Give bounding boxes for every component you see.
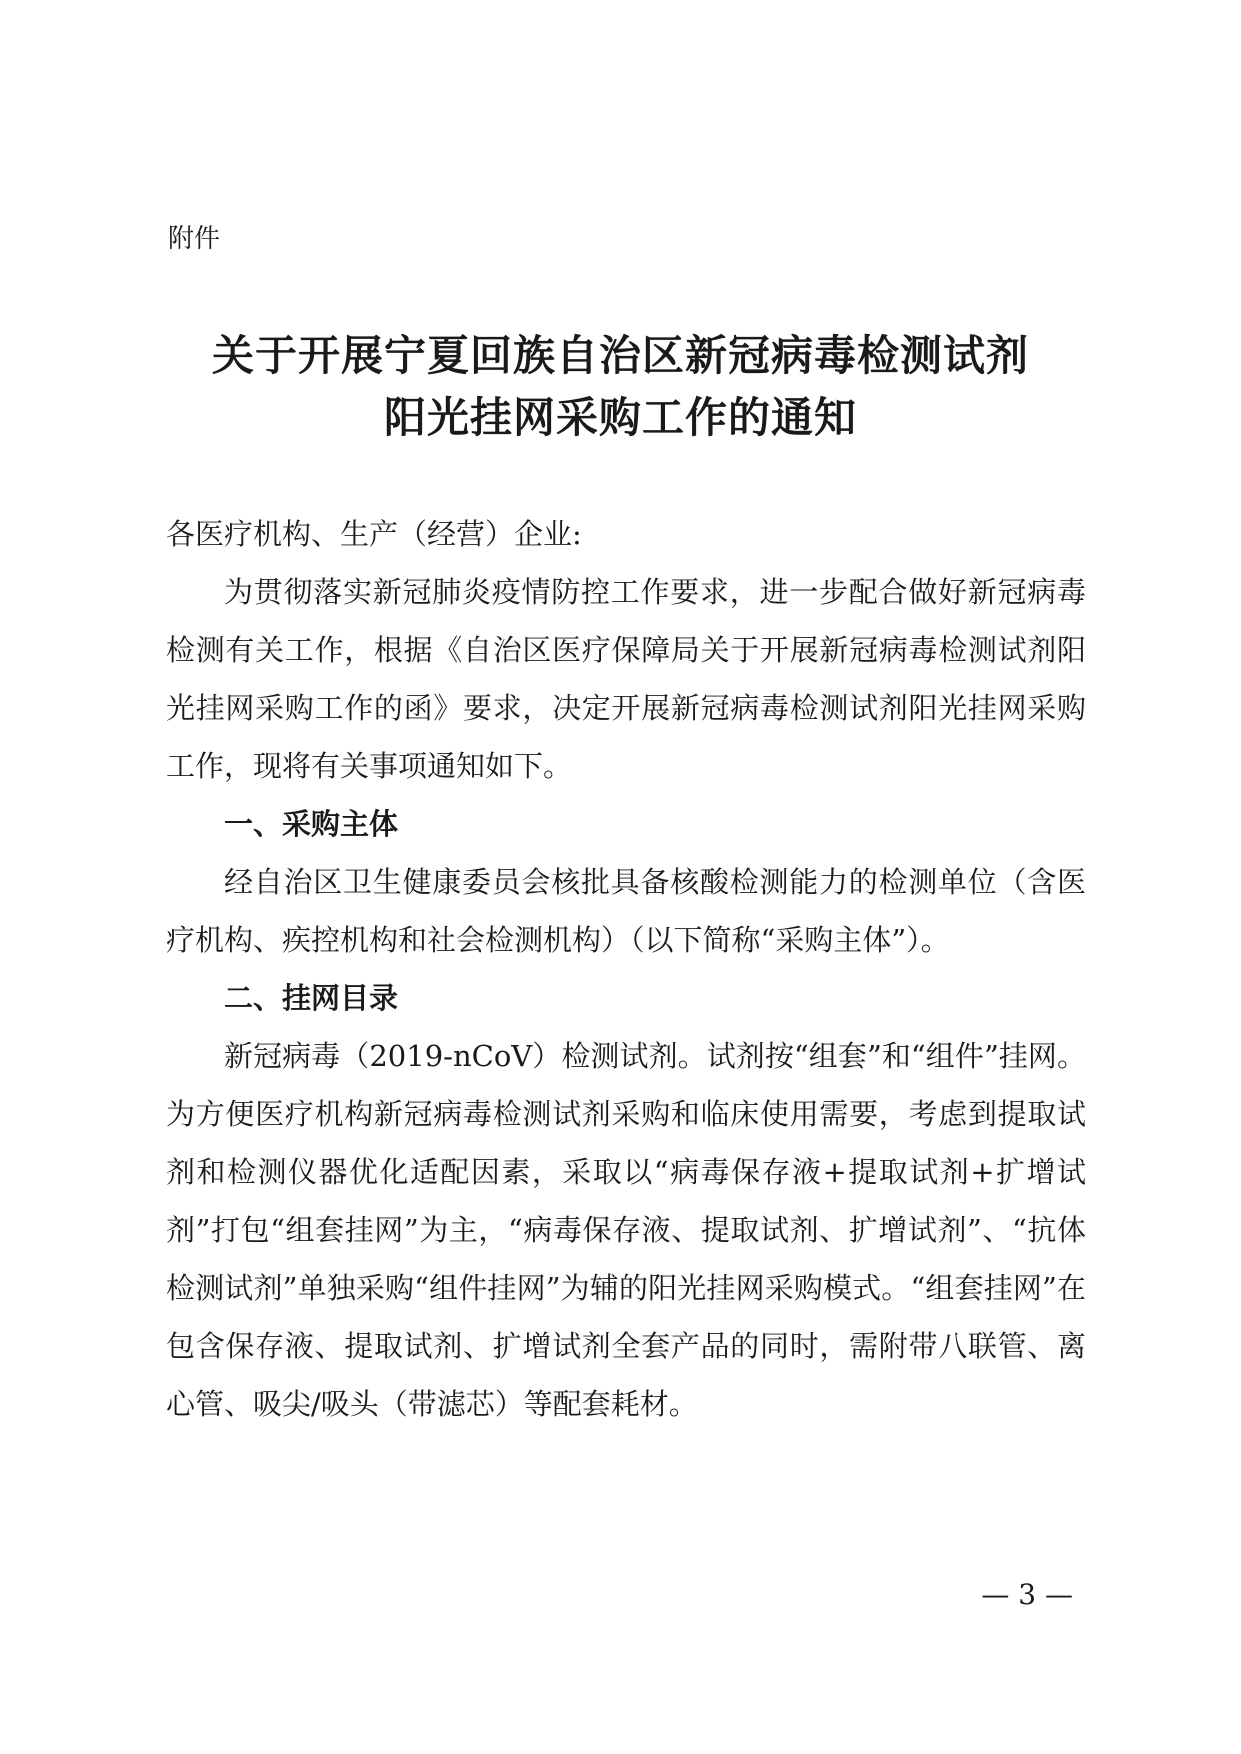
section-heading-procurement-subject: 一、采购主体: [224, 807, 399, 841]
attachment-label: 附件: [168, 224, 221, 254]
section-paragraph-listing-catalog: 新冠病毒（2019-nCoV）检测试剂。试剂按“组套”和“组件”挂网。为方便医疗机构新冠病毒检测试剂采购和临床使用需要，考虑到提取试剂和检测仪器优化适配因素，采取以“病毒保存液+提取试剂+扩增试剂”打包“组套挂网”为主，“病毒保存液、提取试剂、扩增试剂”、“抗体检测试剂”单独采购“组件挂网”为辅的阳光挂网采购模式。“组套挂网”在包含保存液、提取试剂、扩增试剂全套产品的同时，需附带八联管、离心管、吸尖/吸头（带滤芯）等配套耗材。: [166, 1039, 1086, 1421]
document-title-line-1: 关于开展宁夏回族自治区新冠病毒检测试剂: [211, 331, 1029, 380]
intro-paragraph: 为贯彻落实新冠肺炎疫情防控工作要求，进一步配合做好新冠病毒检测有关工作，根据《自治区医疗保障局关于开展新冠病毒检测试剂阳光挂网采购工作的函》要求，决定开展新冠病毒检测试剂阳光挂网采购工作，现将有关事项通知如下。: [166, 575, 1086, 783]
page-number: — 3 —: [981, 1578, 1073, 1611]
section-paragraph-procurement-subject: 经自治区卫生健康委员会核批具备核酸检测能力的检测单位（含医疗机构、疾控机构和社会检测机构）（以下简称“采购主体”）。: [166, 865, 1086, 957]
salutation: 各医疗机构、生产（经营）企业:: [166, 517, 582, 551]
document-body: [166, 505, 1086, 1433]
section-heading-listing-catalog: 二、挂网目录: [224, 981, 399, 1015]
document-title-line-2: 阳光挂网采购工作的通知: [383, 393, 857, 442]
